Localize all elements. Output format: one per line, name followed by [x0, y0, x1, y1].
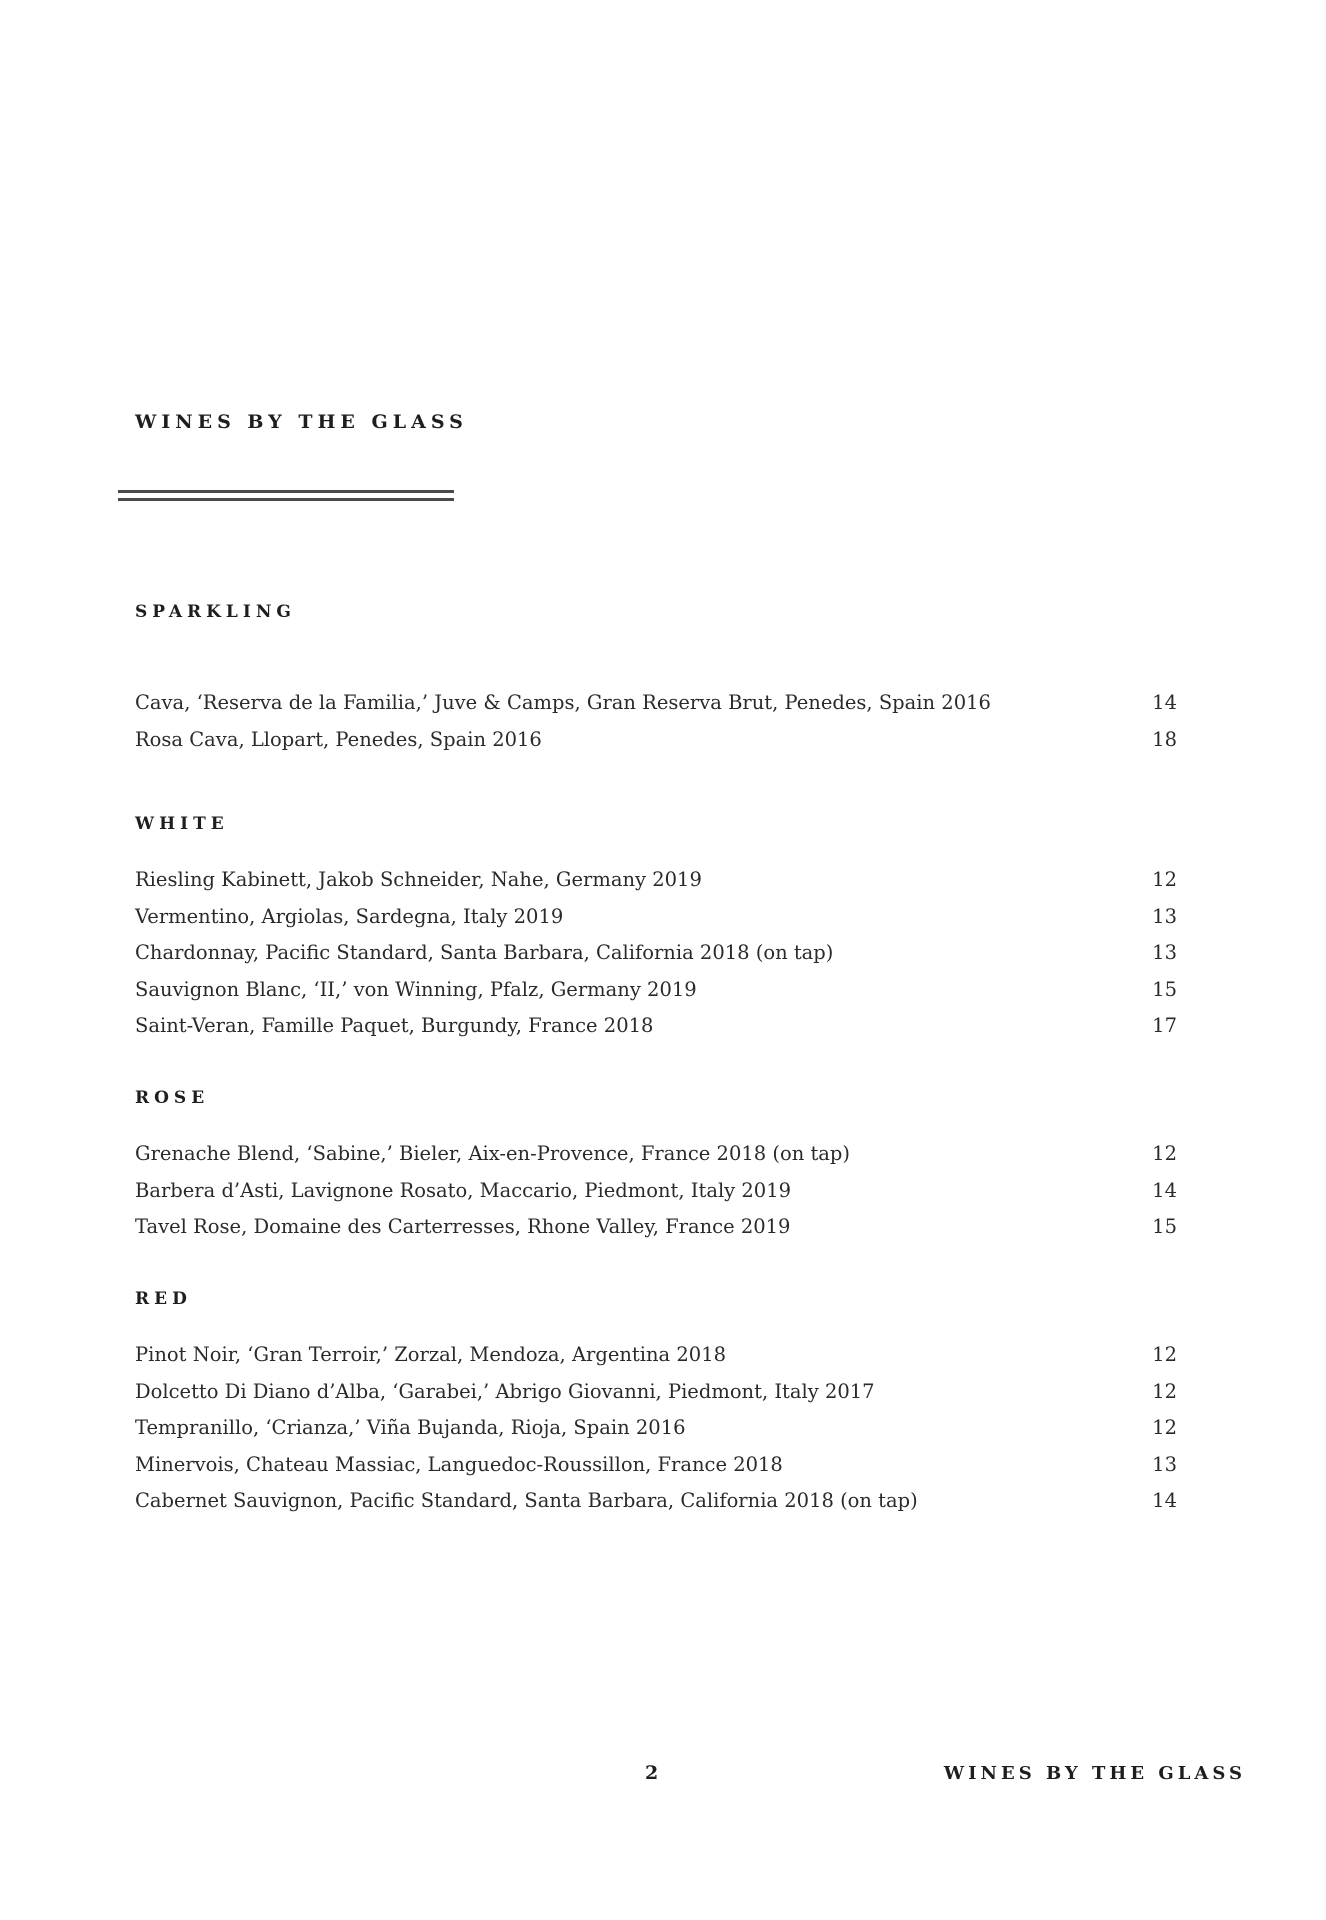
wine-row	[135, 941, 1177, 978]
wine-name: Chardonnay, Pacific Standard, Santa Barbara, California 2018 (on tap)	[135, 941, 834, 964]
wine-price: 14	[1152, 1489, 1177, 1512]
rule-line-bottom	[118, 498, 454, 501]
wine-row	[135, 1014, 1177, 1051]
wine-name: Sauvignon Blanc, ‘II,’ von Winning, Pfalz, Germany 2019	[135, 977, 697, 1001]
wine-price: 13	[1152, 941, 1177, 964]
footer-running-title: WINES BY THE GLASS	[943, 1763, 1246, 1784]
wine-price: 14	[1152, 1178, 1177, 1202]
wine-price: 14	[1152, 691, 1177, 714]
wine-price: 13	[1152, 1452, 1177, 1476]
wine-row	[135, 691, 1177, 728]
wine-name: Tavel Rose, Domaine des Carterresses, Rhone Valley, France 2019	[135, 1215, 791, 1238]
section-heading: WHITE	[135, 814, 229, 834]
wine-name: Vermentino, Argiolas, Sardegna, Italy 2019	[135, 904, 564, 928]
wine-name: Saint-Veran, Famille Paquet, Burgundy, France 2018	[135, 1014, 654, 1037]
wine-name: Minervois, Chateau Massiac, Languedoc-Roussillon, France 2018	[135, 1452, 783, 1476]
page-number: 2	[645, 1762, 659, 1784]
wine-list	[135, 691, 1177, 764]
page-title: WINES BY THE GLASS	[135, 411, 468, 433]
wine-row	[135, 1179, 1177, 1216]
wine-row	[135, 1380, 1177, 1417]
wine-price: 13	[1152, 904, 1177, 928]
wine-list	[135, 1142, 1177, 1252]
wine-row	[135, 1453, 1177, 1490]
wine-row	[135, 1489, 1177, 1526]
section-white	[135, 813, 1177, 1051]
section-heading: SPARKLING	[135, 602, 296, 622]
section-red	[135, 1288, 1177, 1526]
wine-price: 12	[1152, 1343, 1177, 1366]
wine-name: Grenache Blend, ‘Sabine,’ Bieler, Aix-en-Provence, France 2018 (on tap)	[135, 1142, 851, 1165]
wine-price: 12	[1152, 1379, 1177, 1403]
wine-name: Tempranillo, ‘Crianza,’ Viña Bujanda, Rioja, Spain 2016	[135, 1416, 686, 1439]
section-rose	[135, 1087, 1177, 1252]
wine-name: Dolcetto Di Diano d’Alba, ‘Garabei,’ Abrigo Giovanni, Piedmont, Italy 2017	[135, 1379, 875, 1403]
wine-price: 15	[1152, 977, 1177, 1001]
section-sparkling	[135, 601, 1177, 764]
wine-price: 17	[1152, 1014, 1177, 1037]
wine-row	[135, 978, 1177, 1015]
wine-row	[135, 728, 1177, 765]
wine-price: 12	[1152, 1416, 1177, 1439]
wine-row	[135, 1343, 1177, 1380]
wine-row	[135, 1215, 1177, 1252]
rule-line-top	[118, 490, 454, 493]
title-double-rule	[118, 490, 454, 502]
wine-list	[135, 868, 1177, 1051]
wine-row	[135, 905, 1177, 942]
wine-row	[135, 1142, 1177, 1179]
wine-list	[135, 1343, 1177, 1526]
wine-price: 15	[1152, 1215, 1177, 1238]
wine-name: Barbera d’Asti, Lavignone Rosato, Maccario, Piedmont, Italy 2019	[135, 1178, 792, 1202]
wine-name: Rosa Cava, Llopart, Penedes, Spain 2016	[135, 727, 542, 751]
wine-name: Riesling Kabinett, Jakob Schneider, Nahe, Germany 2019	[135, 868, 702, 891]
wine-name: Cabernet Sauvignon, Pacific Standard, Santa Barbara, California 2018 (on tap)	[135, 1489, 918, 1512]
wine-name: Cava, ‘Reserva de la Familia,’ Juve & Camps, Gran Reserva Brut, Penedes, Spain 2016	[135, 691, 991, 714]
wine-price: 18	[1152, 727, 1177, 751]
wine-price: 12	[1152, 1142, 1177, 1165]
section-heading: RED	[135, 1289, 192, 1309]
wine-price: 12	[1152, 868, 1177, 891]
wine-row	[135, 868, 1177, 905]
wine-row	[135, 1416, 1177, 1453]
section-heading: ROSE	[135, 1088, 210, 1108]
wine-name: Pinot Noir, ‘Gran Terroir,’ Zorzal, Mendoza, Argentina 2018	[135, 1343, 727, 1366]
